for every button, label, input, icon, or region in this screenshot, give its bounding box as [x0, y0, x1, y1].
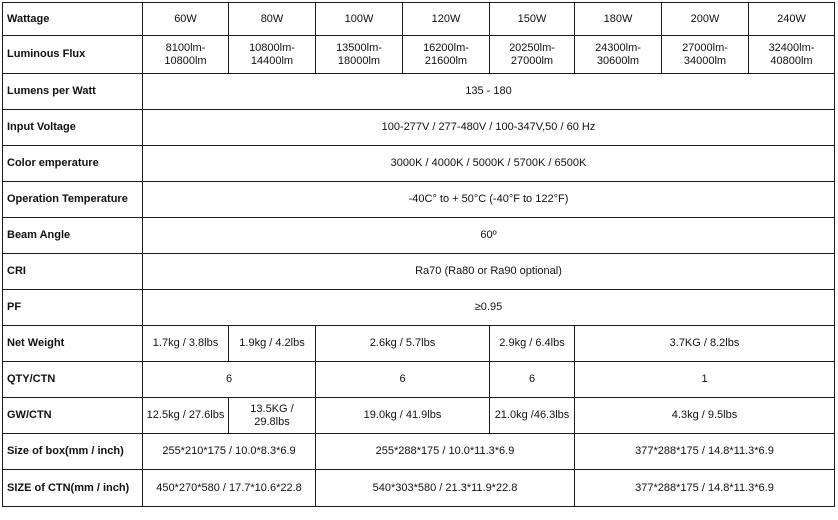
- luminous-flux-cell: 27000lm- 34000lm: [662, 36, 749, 74]
- row-label: CRI: [3, 254, 143, 290]
- gw-ctn-cell: 21.0kg /46.3lbs: [490, 398, 575, 434]
- row-pf: [3, 290, 835, 326]
- wattage-cell: 150W: [490, 3, 575, 36]
- row-beam-angle: [3, 218, 835, 254]
- wattage-cell: 120W: [403, 3, 490, 36]
- luminous-flux-cell: 10800lm- 14400lm: [229, 36, 316, 74]
- luminous-flux-cell: 20250lm- 27000lm: [490, 36, 575, 74]
- net-weight-cell: 2.6kg / 5.7lbs: [316, 326, 490, 362]
- operation-temperature-value: -40C° to + 50°C (-40°F to 122°F): [143, 182, 835, 218]
- row-label: Wattage: [3, 3, 143, 36]
- row-label: Size of box(mm / inch): [3, 434, 143, 470]
- wattage-cell: 200W: [662, 3, 749, 36]
- pf-value: ≥0.95: [143, 290, 835, 326]
- qty-ctn-cell: 6: [316, 362, 490, 398]
- row-qty-ctn: [3, 362, 835, 398]
- row-label: QTY/CTN: [3, 362, 143, 398]
- size-of-ctn-cell: 540*303*580 / 21.3*11.9*22.8: [316, 470, 575, 507]
- gw-ctn-cell: 4.3kg / 9.5lbs: [575, 398, 835, 434]
- row-color-temperature: [3, 146, 835, 182]
- luminous-flux-cell: 8100lm- 10800lm: [143, 36, 229, 74]
- row-label: PF: [3, 290, 143, 326]
- row-label: Lumens per Watt: [3, 74, 143, 110]
- row-input-voltage: [3, 110, 835, 146]
- wattage-cell: 80W: [229, 3, 316, 36]
- color-temperature-value: 3000K / 4000K / 5000K / 5700K / 6500K: [143, 146, 835, 182]
- row-label: Luminous Flux: [3, 36, 143, 74]
- wattage-cell: 180W: [575, 3, 662, 36]
- qty-ctn-cell: 6: [490, 362, 575, 398]
- size-of-box-cell: 255*210*175 / 10.0*8.3*6.9: [143, 434, 316, 470]
- row-cri: [3, 254, 835, 290]
- net-weight-cell: 2.9kg / 6.4lbs: [490, 326, 575, 362]
- wattage-cell: 60W: [143, 3, 229, 36]
- luminous-flux-cell: 13500lm- 18000lm: [316, 36, 403, 74]
- spec-table: [2, 2, 835, 507]
- net-weight-cell: 1.7kg / 3.8lbs: [143, 326, 229, 362]
- luminous-flux-cell: 16200lm- 21600lm: [403, 36, 490, 74]
- row-wattage: [3, 3, 835, 36]
- row-size-of-box: [3, 434, 835, 470]
- net-weight-cell: 3.7KG / 8.2lbs: [575, 326, 835, 362]
- size-of-box-cell: 377*288*175 / 14.8*11.3*6.9: [575, 434, 835, 470]
- input-voltage-value: 100-277V / 277-480V / 100-347V,50 / 60 Hz: [143, 110, 835, 146]
- row-operation-temperature: [3, 182, 835, 218]
- luminous-flux-cell: 32400lm- 40800lm: [749, 36, 835, 74]
- wattage-cell: 240W: [749, 3, 835, 36]
- size-of-ctn-cell: 450*270*580 / 17.7*10.6*22.8: [143, 470, 316, 507]
- beam-angle-value: 60º: [143, 218, 835, 254]
- row-label: Net Weight: [3, 326, 143, 362]
- row-luminous-flux: [3, 36, 835, 74]
- row-net-weight: [3, 326, 835, 362]
- size-of-ctn-cell: 377*288*175 / 14.8*11.3*6.9: [575, 470, 835, 507]
- row-label: GW/CTN: [3, 398, 143, 434]
- row-label: SIZE of CTN(mm / inch): [3, 470, 143, 507]
- row-label: Beam Angle: [3, 218, 143, 254]
- gw-ctn-cell: 13.5KG / 29.8lbs: [229, 398, 316, 434]
- row-label: Operation Temperature: [3, 182, 143, 218]
- qty-ctn-cell: 1: [575, 362, 835, 398]
- row-label: Input Voltage: [3, 110, 143, 146]
- net-weight-cell: 1.9kg / 4.2lbs: [229, 326, 316, 362]
- luminous-flux-cell: 24300lm- 30600lm: [575, 36, 662, 74]
- size-of-box-cell: 255*288*175 / 10.0*11.3*6.9: [316, 434, 575, 470]
- row-label: Color emperature: [3, 146, 143, 182]
- qty-ctn-cell: 6: [143, 362, 316, 398]
- lumens-per-watt-value: 135 - 180: [143, 74, 835, 110]
- gw-ctn-cell: 12.5kg / 27.6lbs: [143, 398, 229, 434]
- cri-value: Ra70 (Ra80 or Ra90 optional): [143, 254, 835, 290]
- row-lumens-per-watt: [3, 74, 835, 110]
- row-size-of-ctn: [3, 470, 835, 507]
- wattage-cell: 100W: [316, 3, 403, 36]
- gw-ctn-cell: 19.0kg / 41.9lbs: [316, 398, 490, 434]
- row-gw-ctn: [3, 398, 835, 434]
